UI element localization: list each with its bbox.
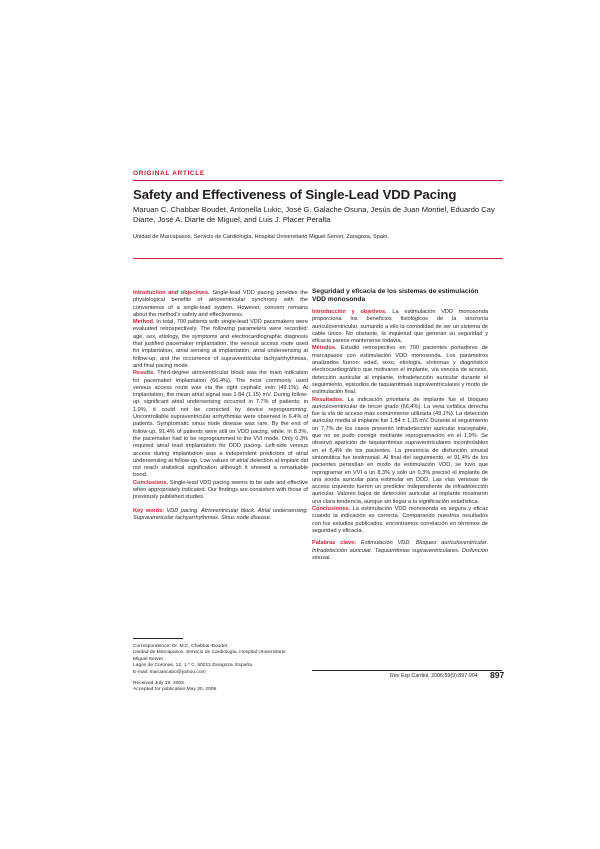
correspondence-line: Unidad de Marcapasos. Servicio de Cardiología. Hospital Universitario bbox=[133, 650, 286, 656]
dates-block bbox=[133, 681, 308, 694]
resumen-title: Seguridad y eficacia de los sistemas de estimulación VDD monosonda bbox=[312, 288, 479, 303]
keywords-head: Key words: bbox=[133, 507, 165, 514]
abstract-conclusions-text: Single-lead VDD pacing seems to be safe and effective when appropriately indicated. Our findings are consistent with those of previously published studies. bbox=[133, 479, 308, 501]
correspondence-email: E-mail: maruancabo@yahoo.com bbox=[133, 669, 206, 675]
resumen-method-head: Métodos. bbox=[312, 345, 337, 352]
abstract-results-head: Results. bbox=[133, 370, 155, 377]
received-date: Received July 19, 2005. bbox=[133, 681, 186, 686]
correspondence-rule bbox=[133, 638, 183, 639]
footer-rule bbox=[312, 670, 502, 671]
resumen-results-head: Resultados. bbox=[312, 396, 344, 403]
resumen-conclusions-text: La estimulación VDD monosonda es segura y eficaz cuando la indicación es correcta. Comparando nuestros resultados con los estudios publicados, encontramos correlación en términos de seguridad y eficacia. bbox=[312, 506, 488, 534]
abstract-results-text: Third-degree atrioventricular block was the main indication for pacemaker implantation (66.4%). The most commonly used venous access route was via the right cephalic vein (49.1%). At implantation, the mean atrial signal was 1.84 (1.15) mV. During follow-up, significant atrial undersensing occurred in 7.7% of patients; in 1.9%, it could not be corrected by device reprogramming. Uncontrollable supraventricular arrhythmias were observed in 6.4% of patients. Symptomatic sinus node disease was rare. By the end of follow-up, 91.4% of patients were still on VDD pacing, while, in 8.3%, the pacemaker had to be reprogrammed to the VVI mode. Only 0.3% required atrial lead implantation for DDD pacing. Left-side venous access during implantation was a independent predictors of atrial undersensing at follow-up. Low values of atrial detection at implant did not reach statistical signification although it showed a remarkable trend. bbox=[133, 370, 308, 479]
page-number: 897 bbox=[490, 670, 505, 680]
correspondence-block bbox=[133, 644, 308, 676]
abstract-keywords bbox=[133, 508, 308, 523]
article-authors: Maruan C. Chabbar Boudet, Antonella Lukic, José G. Galache Osuna, Jesús de Juan Montiel, Eduardo Cay Diarte, José A. Diarte de Miguel, and Luis J. Placer Peralta bbox=[133, 205, 495, 224]
resumen-keywords bbox=[312, 540, 488, 562]
abstract-intro-head: Introduction and objectives. bbox=[133, 290, 210, 296]
resumen-intro-text: La estimulación VDD monosonda proporciona los beneficios fisiológicos de la sincronía auriculoventricular, sumando a ello la comodidad de ser un sistema de cable único. No obstante, la inquietud que generan su seguridad y eficacia parece mantenerse todavía. bbox=[312, 309, 488, 345]
abstract-conclusions-head: Conclusions. bbox=[133, 479, 169, 486]
footer-citation: Rev Esp Cardiol. 2006;59(9):897-904 bbox=[390, 673, 478, 679]
resumen-paragraph bbox=[312, 309, 488, 535]
correspondence-line: Miguel Servet. bbox=[133, 656, 165, 662]
palabras-text: Estimulación VDD. Bloqueo auriculoventricular. Infradetección auricular. Taquiarritmias supraventriculares. Disfunción sinusal. bbox=[312, 540, 488, 561]
header-rule bbox=[133, 180, 503, 181]
abstract-method-text: In total, 700 patients with single-lead VDD pacemakers were evaluated retrospectively. The following parameters were recorded: age, sex, etiology, the symptoms and electrocardiographic diagnosis that justified pacemaker implantation, the venous access route used for implantation, atrial sensing at implantation, atrial undersensing at follow-up, and the occurrence of supraventricular tachyarrhythmias, and final pacing mode. bbox=[133, 319, 308, 369]
article-title: Safety and Effectiveness of Single-Lead VDD Pacing bbox=[133, 187, 457, 202]
abstract-spanish bbox=[312, 288, 488, 562]
correspondence-line: Correspondence: Dr. M.C. Chabbar-Boudet. bbox=[133, 644, 229, 649]
abstract-method-head: Method. bbox=[133, 319, 155, 326]
keywords-text: VDD pacing. Atrioventricular block. Atrial undersensing. Supraventricular tachyarrhythmias. Sinus node disease. bbox=[133, 507, 309, 521]
accepted-date: Accepted for publication May 30, 2006. bbox=[133, 687, 218, 693]
resumen-method-text: Estudio retrospectivo en 700 pacientes portadores de marcapasos con estimulación VDD monosonda. Los parámetros analizados fueron: edad, sexo, etiología, síntomas y diagnóstico electrocardiográfico que motivaron el implante, vía venosa de acceso, detección auricular al implante, infradetección auricular durante el seguimiento, episodios de taquiarritmias supraventriculares y modo de estimulación final. bbox=[312, 345, 488, 396]
abstract-intro-text: Single-lead VDD pacing provides the physiological benefits of atrioventricular synchrony with the convenience of a single-lead system. However, concern remains about the method's safety and effectiveness. bbox=[133, 290, 308, 318]
article-affiliation: Unidad de Marcapasos, Servicio de Cardiología, Hospital Universitario Miguel Servet, Zaragoza, Spain. bbox=[133, 234, 389, 240]
correspondence-line: Lagos de Coronas, 12, 1.º C. 50011 Zaragoza. España. bbox=[133, 663, 254, 669]
palabras-head: Palabras clave: bbox=[312, 540, 357, 547]
resumen-intro-head: Introducción y objetivos. bbox=[312, 309, 387, 315]
resumen-results-text: La indicación prioritaria de implante fue el bloqueo auriculoventricular de tercer grado (66,4%). La vena cefálica derecha fue la vía de acceso más comúnmente utilizada (49,1%). La detección auricular media al implante fue 1,84 ± 1,15 mV. Durante el seguimiento un 7,7% de los casos presentó infradetección auricular inaceptable, que no se pudo corregir mediante reprogramación en el 1,9%. Se observó aparición de taquiarritmias supraventriculares incontrolables en el 6,4% de los pacientes. La presencia de disfunción sinusal sintomática fue testimonial. Al final del seguimiento, el 91,4% de los pacientes persistían en modo de estimulación VDD, se tuvo que reprogramar en VVI a un 8,3% y sólo un 0,3% precisó el implante de una sonda auricular para estimular en DDD. Las vías venosas de acceso izquierdo fueron un predictor independiente de infradetección auricular. Valores bajos de detección auricular al implante mostraron una clara tendencia, aunque sin llegar a la significación estadística. bbox=[312, 396, 488, 505]
abstract-top-rule bbox=[133, 258, 503, 259]
abstract-paragraph bbox=[133, 290, 308, 502]
section-label: ORIGINAL ARTICLE bbox=[133, 170, 205, 177]
abstract-english bbox=[133, 290, 308, 522]
resumen-conclusions-head: Conclusiones. bbox=[312, 506, 351, 513]
